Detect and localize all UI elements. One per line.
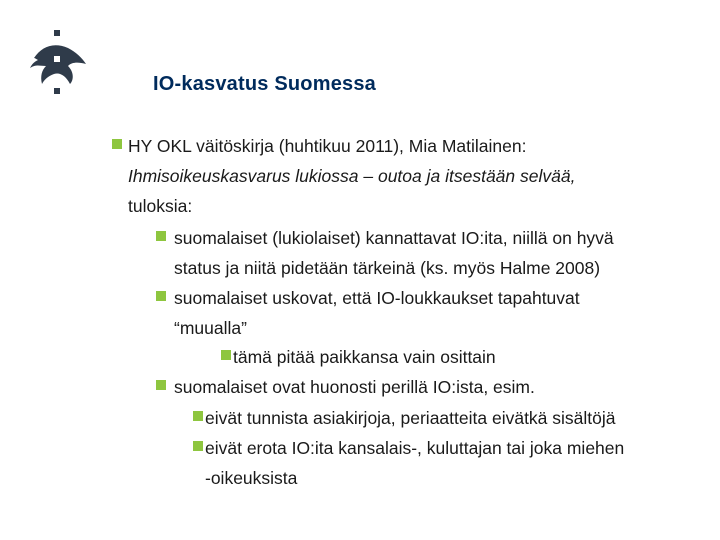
bullet-4-line-1: tämä pitää paikkansa vain osittain: [233, 347, 496, 367]
bullet-3-line-2: “muualla”: [174, 318, 247, 338]
bullet-2-line-2: status ja niitä pidetään tärkeinä (ks. myös Halme 2008): [174, 258, 601, 278]
bullet-5-line-1: suomalaiset ovat huonosti perillä IO:ista, esim.: [174, 377, 535, 397]
bullet-6-line-1: eivät tunnista asiakirjoja, periaatteita eivätkä sisältöjä: [205, 408, 616, 428]
bullet-marker: [156, 380, 166, 390]
slide-title: IO-kasvatus Suomessa: [153, 73, 376, 95]
bullet-marker: [193, 411, 203, 421]
bullet-marker: [221, 350, 231, 360]
bullet-7-line-2: -oikeuksista: [205, 468, 298, 488]
bullet-2-line-1: suomalaiset (lukiolaiset) kannattavat IO:ita, niillä on hyvä: [174, 228, 614, 248]
bullet-1-line-3: tuloksia:: [128, 196, 193, 216]
bullet-3-line-1: suomalaiset uskovat, että IO-loukkaukset tapahtuvat: [174, 288, 580, 308]
bullet-marker: [112, 139, 122, 149]
bullet-7-line-1: eivät erota IO:ita kansalais-, kuluttajan tai joka miehen: [205, 438, 625, 458]
university-flame-logo-icon: [24, 28, 90, 98]
bullet-marker: [193, 441, 203, 451]
bullet-marker: [156, 231, 166, 241]
bullet-1-line-1: HY OKL väitöskirja (huhtikuu 2011), Mia Matilainen:: [128, 136, 527, 156]
bullet-marker: [156, 291, 166, 301]
bullet-1-line-2: Ihmisoikeuskasvarus lukiossa – outoa ja itsestään selvää,: [128, 166, 576, 186]
